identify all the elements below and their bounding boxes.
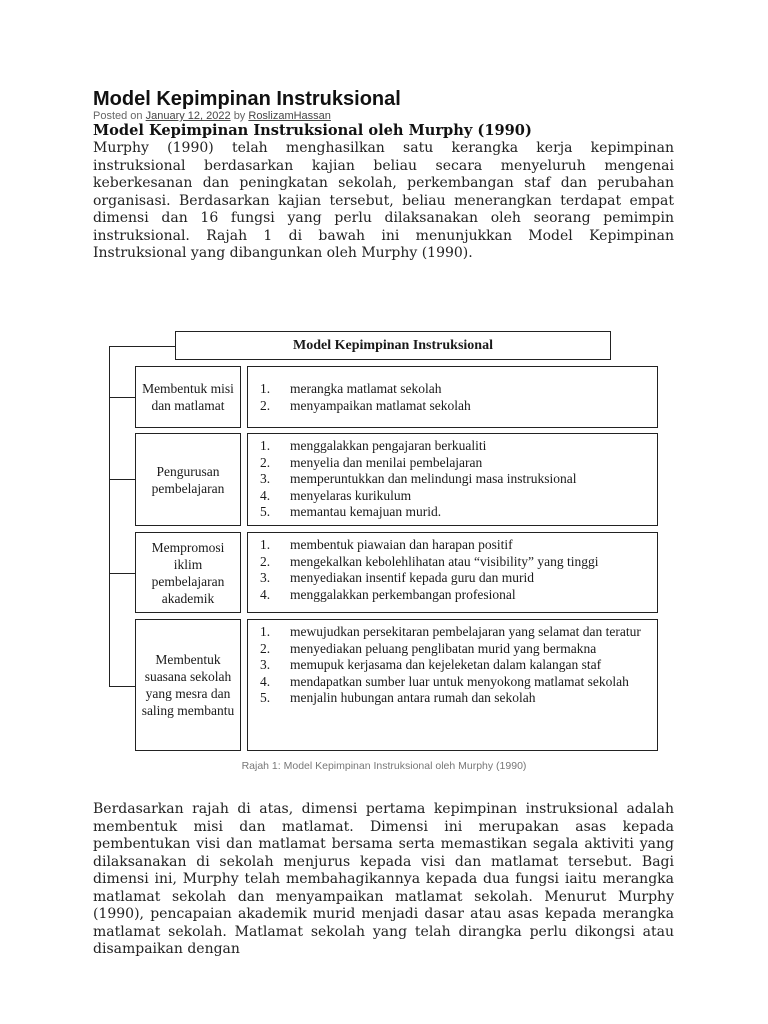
article-title: Model Kepimpinan Instruksional	[93, 88, 401, 110]
connector-line	[109, 686, 135, 687]
function-item: 1. menggalakkan pengajaran berkualiti	[260, 438, 487, 453]
section-heading: Model Kepimpinan Instruksional oleh Murphy (1990)	[93, 122, 532, 139]
post-date-link[interactable]: January 12, 2022	[145, 110, 231, 122]
function-item: 3. memupuk kerjasama dan kejeleketan dalam kalangan staf	[260, 657, 602, 673]
connector-line	[109, 573, 135, 574]
posted-on-label: Posted on	[93, 110, 143, 122]
function-item: 3. menyediakan insentif kepada guru dan murid	[260, 570, 535, 586]
body-paragraph: Berdasarkan rajah di atas, dimensi pertama kepimpinan instruksional adalah membentuk misi dan matlamat. Dimensi ini merupakan asas kepada pembentukan visi dan matlamat bersama serta memastikan segala aktiviti yang dilaksanakan di sekolah menjurus kepada visi dan matlamat tersebut. Bagi dimensi ini, Murphy telah membahagikannya kepada dua fungsi iaitu merangka matlamat sekolah dan menyampaikan matlamat sekolah. Menurut Murphy (1990), pencapaian akademik murid menjadi dasar atau asas kepada merangka matlamat sekolah. Matlamat sekolah yang telah dirangka perlu dikongsi atau disampaikan dengan	[93, 801, 674, 957]
author-link[interactable]: RoslizamHassan	[248, 110, 331, 122]
function-item: 2. mengekalkan kebolehlihatan atau “visibility” yang tinggi	[260, 553, 599, 569]
function-item: 5. menjalin hubungan antara rumah dan sekolah	[260, 690, 536, 706]
dimension-box: Pengurusan pembelajaran	[135, 433, 241, 526]
function-list-box	[247, 366, 658, 428]
function-list-box	[247, 433, 658, 526]
function-item: 4. menyelaras kurikulum	[260, 487, 412, 503]
intro-paragraph: Murphy (1990) telah menghasilkan satu kerangka kerja kepimpinan instruksional berdasarkan kajian beliau secara menyeluruh mengenai keberkesanan dan peningkatan sekolah, perkembangan staf dan perubahan organisasi. Berdasarkan kajian tersebut, beliau menerangkan terdapat empat dimensi dan 16 fungsi yang perlu dilaksanakan oleh seorang pemimpin instruksional. Rajah 1 di bawah ini menunjukkan Model Kepimpinan Instruksional yang dibangunkan oleh Murphy (1990).	[93, 140, 674, 261]
function-item: 2. menyampaikan matlamat sekolah	[260, 397, 471, 413]
figure-caption: Rajah 1: Model Kepimpinan Instruksional oleh Murphy (1990)	[241, 760, 527, 772]
connector-line	[109, 479, 135, 480]
dimension-box: Membentuk misi dan matlamat	[135, 366, 241, 428]
connector-line	[109, 397, 135, 398]
post-meta	[93, 109, 331, 123]
function-item: 1. merangka matlamat sekolah	[260, 381, 442, 396]
function-item: 4. menggalakkan perkembangan profesional	[260, 586, 516, 602]
function-item: 2. menyelia dan menilai pembelajaran	[260, 454, 483, 470]
dimension-box: Mempromosi iklim pembelajaran akademik	[135, 532, 241, 613]
function-item: 5. memantau kemajuan murid.	[260, 504, 442, 520]
function-item: 4. mendapatkan sumber luar untuk menyokong matlamat sekolah	[260, 673, 629, 689]
function-list-box	[247, 619, 658, 751]
function-item: 2. menyediakan peluang penglibatan murid yang bermakna	[260, 640, 597, 656]
figure-title: Model Kepimpinan Instruksional	[175, 331, 611, 360]
dimension-box: Membentuk suasana sekolah yang mesra dan saling membantu	[135, 619, 241, 751]
by-label: by	[233, 110, 246, 122]
function-item: 3. memperuntukkan dan melindungi masa instruksional	[260, 471, 577, 487]
function-list-box	[247, 532, 658, 613]
connector-line	[109, 346, 175, 347]
function-item: 1. membentuk piawaian dan harapan positif	[260, 537, 513, 552]
function-item: 1. mewujudkan persekitaran pembelajaran yang selamat dan teratur	[260, 624, 641, 639]
